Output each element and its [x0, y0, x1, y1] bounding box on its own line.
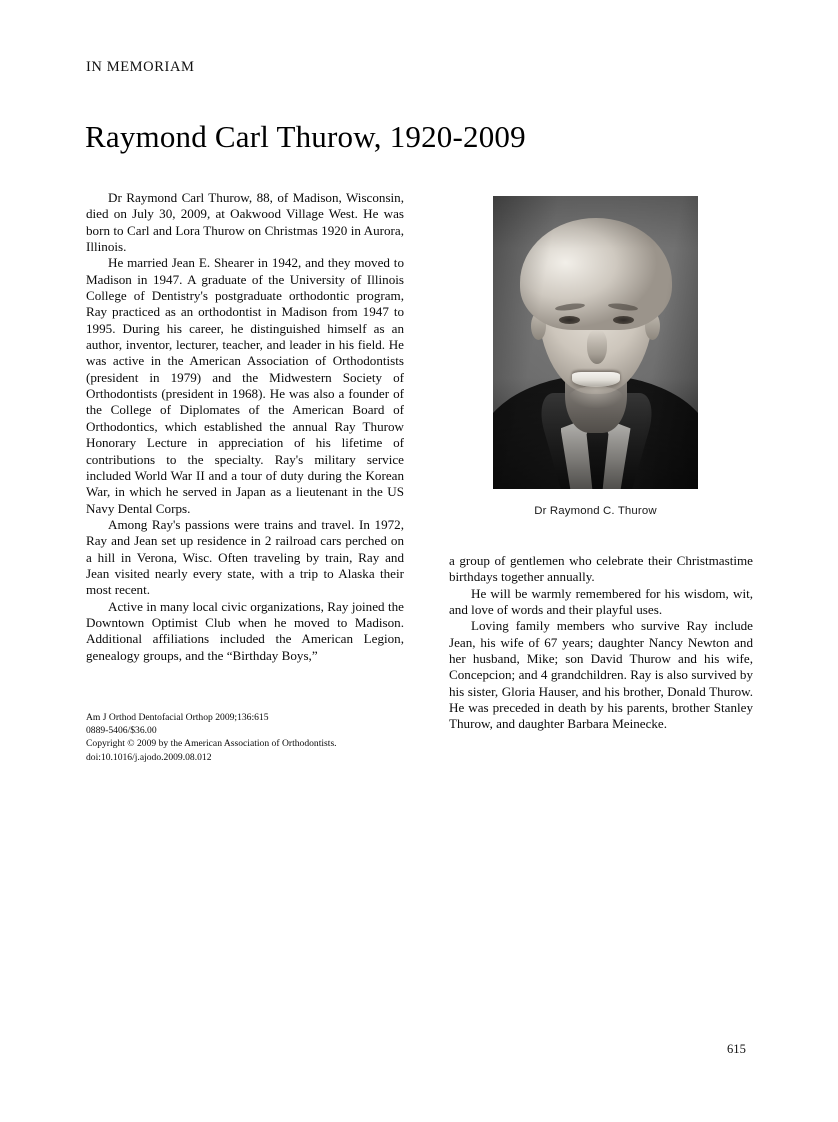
- paragraph: Active in many local civic organizations, Ray joined the Downtown Optimist Club when he moved to Madison. Additional affiliations included the American Legion, genealogy groups, and the “Birthday Boys,”: [86, 598, 404, 663]
- paragraph: Loving family members who survive Ray include Jean, his wife of 67 years; daughter Nancy Newton and her husband, Mike; son David Thurow and his wife, Concepcion; and 4 grandchildren. Ray is also survived by his sister, Gloria Hauser, and his brother, Donald Thurow. He was preceded in death by his parents, brother Stanley Thurow, and daughter Barbara Meinecke.: [449, 618, 753, 732]
- citation-reference: Am J Orthod Dentofacial Orthop 2009;136:615: [86, 712, 269, 723]
- paragraph: He will be warmly remembered for his wisdom, wit, and love of words and their playful uses.: [449, 585, 753, 618]
- paragraph: Among Ray's passions were trains and travel. In 1972, Ray and Jean set up residence in 2 railroad cars perched on a hill in Verona, Wisc. Often traveling by train, Ray and Jean visited nearly every state, with a trip to Alaska their most recent.: [86, 516, 404, 598]
- citation-doi: doi:10.1016/j.ajodo.2009.08.012: [86, 751, 212, 763]
- citation-issn: 0889-5406/$36.00: [86, 725, 157, 737]
- page-number: 615: [727, 1042, 746, 1056]
- paragraph: Dr Raymond Carl Thurow, 88, of Madison, Wisconsin, died on July 30, 2009, at Oakwood Village West. He was born to Carl and Lora Thurow on Christmas 1920 in Aurora, Illinois.: [86, 190, 404, 255]
- paragraph: a group of gentlemen who celebrate their Christmastime birthdays together annually.: [449, 553, 753, 585]
- body-column-right: [449, 553, 753, 733]
- running-head: IN MEMORIAM: [86, 59, 195, 75]
- paragraph: He married Jean E. Shearer in 1942, and they moved to Madison in 1947. A graduate of the University of Illinois College of Dentistry's postgraduate orthodontic program, Ray practiced as an orthodontist in Madison from 1947 to 1995. During his career, he distinguished himself as an author, inventor, lecturer, teacher, and leader in his field. He was active in the American Association of Orthodontists (president in 1979) and the Midwestern Society of Orthodontists (president in 1968). He was also a founder of the College of Diplomates of the American Board of Orthodontics, which established the annual Ray Thurow Honorary Lecture in appreciation of his lifetime of contributions to the specialty. Ray's military service included World War II and a tour of duty during the Korean War, in which he served in Japan as a lieutenant in the US Navy Dental Corps.: [86, 255, 404, 516]
- figure-caption: Dr Raymond C. Thurow: [534, 505, 657, 517]
- body-column-left: [86, 190, 404, 664]
- portrait-figure: [493, 196, 698, 517]
- citation-copyright: Copyright © 2009 by the American Association of Orthodontists.: [86, 738, 337, 750]
- citation-block: [86, 711, 426, 764]
- photo-vignette: [493, 196, 698, 489]
- portrait-photo: [493, 196, 698, 489]
- page-title: Raymond Carl Thurow, 1920-2009: [85, 119, 526, 154]
